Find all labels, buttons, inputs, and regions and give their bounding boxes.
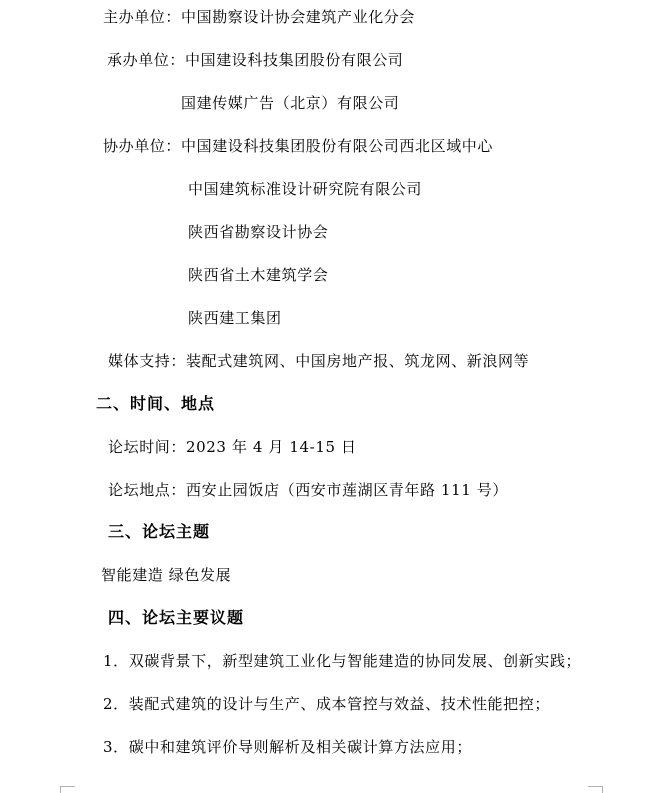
media-support: 媒体支持：装配式建筑网、中国房地产报、筑龙网、新浪网等 — [108, 352, 530, 370]
page-corner-mark-left — [60, 786, 75, 793]
co-organizer-3: 陕西省勘察设计协会 — [188, 223, 329, 241]
co-organizer: 协办单位：中国建设科技集团股份有限公司西北区域中心 — [103, 137, 494, 155]
section-heading-topics: 四、论坛主要议题 — [108, 608, 245, 627]
forum-theme: 智能建造 绿色发展 — [101, 566, 232, 584]
section-heading-time-place: 二、时间、地点 — [96, 394, 216, 413]
topic-item: 2．装配式建筑的设计与生产、成本管控与效益、技术性能把控； — [103, 695, 550, 713]
host-organizer: 主办单位：中国勘察设计协会建筑产业化分会 — [103, 8, 416, 26]
page-corner-mark-right — [588, 786, 603, 793]
section-heading-theme: 三、论坛主题 — [108, 522, 211, 541]
undertaker-organizer-2: 国建传媒广告（北京）有限公司 — [181, 94, 400, 112]
undertaker-organizer: 承办单位：中国建设科技集团股份有限公司 — [107, 51, 404, 69]
co-organizer-2: 中国建筑标准设计研究院有限公司 — [188, 180, 423, 198]
co-organizer-5: 陕西建工集团 — [188, 309, 282, 327]
topic-item: 3．碳中和建筑评价导则解析及相关碳计算方法应用； — [103, 738, 472, 756]
forum-time: 论坛时间：2023 年 4 月 14-15 日 — [108, 438, 357, 456]
topic-item: 1．双碳背景下，新型建筑工业化与智能建造的协同发展、创新实践； — [103, 652, 582, 670]
co-organizer-4: 陕西省土木建筑学会 — [188, 266, 329, 284]
forum-place: 论坛地点：西安止园饭店（西安市莲湖区青年路 111 号） — [108, 481, 508, 499]
